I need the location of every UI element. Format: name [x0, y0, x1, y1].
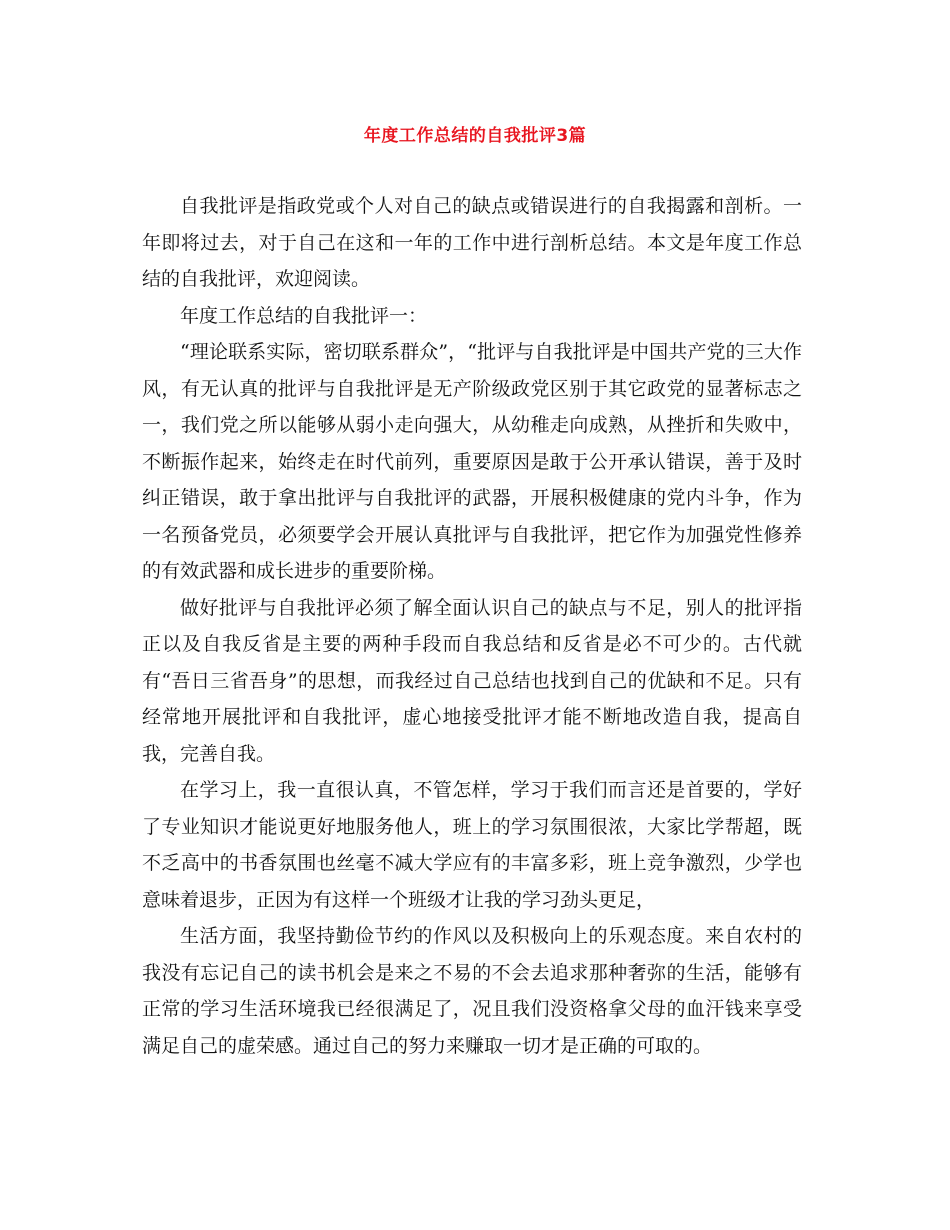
- paragraph-self-reflection: 做好批评与自我批评必须了解全面认识自己的缺点与不足，别人的批评指正以及自我反省是主要的两种手段而自我总结和反省是必不可少的。古代就有“吾日三省吾身”的思想，而我经过自己总结也找到自己的优缺和不足。只有经常地开展批评和自我批评，虚心地接受批评才能不断地改造自我，提高自我，完善自我。: [142, 596, 802, 765]
- paragraph-party-style: “理论联系实际，密切联系群众”，“批评与自我批评是中国共产党的三大作风，有无认真的批评与自我批评是无产阶级政党区别于其它政党的显著标志之一，我们党之所以能够从弱小走向强大，从幼稚走向成熟，从挫折和失败中，不断振作起来，始终走在时代前列，重要原因是敢于公开承认错误，善于及时纠正错误，敢于拿出批评与自我批评的武器，开展积极健康的党内斗争，作为一名预备党员，必须要学会开展认真批评与自我批评，把它作为加强党性修养的有效武器和成长进步的重要阶梯。: [142, 341, 802, 582]
- paragraph-study: 在学习上，我一直很认真，不管怎样，学习于我们而言还是首要的，学好了专业知识才能说更好地服务他人，班上的学习氛围很浓，大家比学帮超，既不乏高中的书香氛围也丝毫不减大学应有的丰富多彩，班上竞争激烈，少学也意味着退步，正因为有这样一个班级才让我的学习劲头更足，: [142, 779, 802, 911]
- paragraph-intro: 自我批评是指政党或个人对自己的缺点或错误进行的自我揭露和剖析。一年即将过去，对于自己在这和一年的工作中进行剖析总结。本文是年度工作总结的自我批评，欢迎阅读。: [142, 195, 802, 290]
- paragraph-life: 生活方面，我坚持勤俭节约的作风以及积极向上的乐观态度。来自农村的我没有忘记自己的读书机会是来之不易的不会去追求那种奢弥的生活，能够有正常的学习生活环境我已经很满足了，况且我们没资格拿父母的血汗钱来享受满足自己的虚荣感。通过自己的努力来赚取一切才是正确的可取的。: [142, 925, 802, 1057]
- document-title: 年度工作总结的自我批评3篇: [363, 126, 587, 146]
- document-body: [142, 188, 802, 1064]
- paragraph-section-heading: 年度工作总结的自我批评一：: [180, 304, 428, 327]
